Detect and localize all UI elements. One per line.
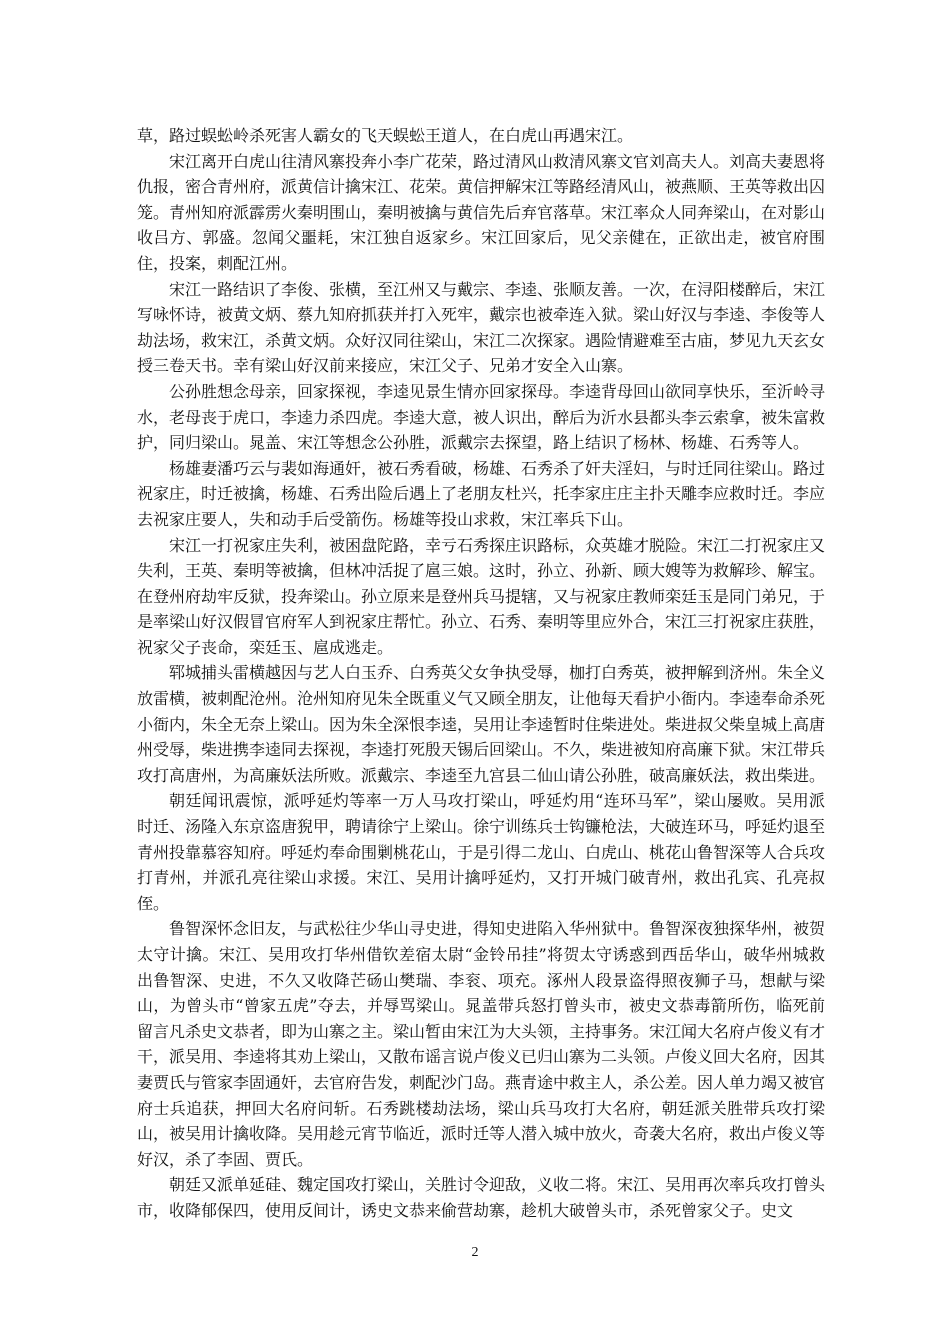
paragraph: 宋江离开白虎山往清风寨投奔小李广花荣，路过清风山救清风寨文官刘高夫人。刘高夫妻恩将仇报，密合青州府，派黄信计擒宋江、花荣。黄信押解宋江等路经清风山，被燕顺、王英等救出囚笼。青州知府派霹雳火秦明围山，秦明被擒与黄信先后弃官落草。宋江率众人同奔梁山，在对影山收吕方、郭盛。忽闻父噩耗，宋江独自返家乡。宋江回家后，见父亲健在，正欲出走，被官府围住，投案，刺配江州。 [137, 151, 826, 273]
paragraph: 鲁智深怀念旧友，与武松往少华山寻史进，得知史进陷入华州狱中。鲁智深夜独探华州，被贺太守计擒。宋江、吴用攻打华州借钦差宿太尉“金铃吊挂”将贺太守诱惑到西岳华山，破华州城救出鲁智深、史进，不久又收降芒砀山樊瑞、李衮、项充。涿州人段景盗得照夜狮子马，想献与梁山，为曾头市“曾家五虎”夺去，并辱骂梁山。晁盖带兵怒打曾头市，被史文恭毒箭所伤，临死前留言凡杀史文恭者，即为山寨之主。梁山暂由宋江为大头领，主持事务。宋江闻大名府卢俊义有才干，派吴用、李逵将其劝上梁山，又散布谣言说卢俊义已归山寨为二头领。卢俊义回大名府，因其妻贾氏与管家李固通奸，去官府告发，刺配沙门岛。燕青途中救主人，杀公差。因人单力竭又被官府士兵追获，押回大名府问斩。石秀跳楼劫法场，梁山兵马攻打大名府，朝廷派关胜带兵攻打梁山，被吴用计擒收降。吴用趁元宵节临近，派时迁等人潜入城中放火，奇袭大名府，救出卢俊义等好汉，杀了李固、贾氏。 [137, 919, 826, 1169]
paragraph: 公孙胜想念母亲，回家探视，李逵见景生情亦回家探母。李逵背母回山欲同享快乐，至沂岭寻水，老母丧于虎口，李逵力杀四虎。李逵大意，被人识出，醉后为沂水县都头李云索拿，被朱富救护，同归梁山。晁盖、宋江等想念公孙胜，派戴宗去探望，路上结识了杨林、杨雄、石秀等人。 [137, 381, 826, 453]
body-text [137, 123, 825, 1224]
paragraph: 宋江一路结识了李俊、张横，至江州又与戴宗、李逵、张顺友善。一次，在浔阳楼醉后，宋江写咏怀诗，被黄文炳、蔡九知府抓获并打入死牢，戴宗也被牵连入狱。梁山好汉与李逵、李俊等人劫法场，救宋江，杀黄文炳。众好汉同往梁山，宋江二次探家。遇险情避难至古庙，梦见九天玄女授三卷天书。幸有梁山好汉前来接应，宋江父子、兄弟才安全入山寨。 [137, 279, 826, 376]
paragraph: 郓城捕头雷横越因与艺人白玉乔、白秀英父女争执受辱，枷打白秀英，被押解到济州。朱全义放雷横，被刺配沧州。沧州知府见朱全既重义气又顾全朋友，让他每天看护小衙内。李逵奉命杀死小衙内，朱全无奈上梁山。因为朱全深恨李逵，吴用让李逵暂时住柴进处。柴进叔父柴皇城上高唐州受辱，柴进携李逵同去探视，李逵打死殷天锡后回梁山。不久，柴进被知府高廉下狱。宋江带兵攻打高唐州，为高廉妖法所败。派戴宗、李逵至九宫县二仙山请公孙胜，破高廉妖法，救出柴进。 [137, 663, 826, 785]
paragraph: 朝廷又派单延硅、魏定国攻打梁山，关胜讨令迎敌，义收二将。宋江、吴用再次率兵攻打曾头市，收降郁保四，使用反间计，诱史文恭来偷营劫寨，趁机大破曾头市，杀死曾家父子。史文 [137, 1175, 826, 1220]
paragraph: 宋江一打祝家庄失利，被困盘陀路，幸亏石秀探庄识路标，众英雄才脱险。宋江二打祝家庄又失利，王英、秦明等被擒，但林冲活捉了扈三娘。这时，孙立、孙新、顾大嫂等为救解珍、解宝。在登州府劫牢反狱，投奔梁山。孙立原来是登州兵马提辖，又与祝家庄教师栾廷玉是同门弟兄，于是率梁山好汉假冒官府军人到祝家庄帮忙。孙立、石秀、秦明等里应外合，宋江三打祝家庄获胜，祝家父子丧命，栾廷玉、扈成逃走。 [137, 535, 826, 657]
page-number: 2 [471, 1245, 479, 1260]
paragraph: 朝廷闻讯震惊，派呼延灼等率一万人马攻打梁山，呼延灼用“连环马军”，梁山屡败。吴用派时迁、汤隆入东京盗唐猊甲，聘请徐宁上梁山。徐宁训练兵士钩镰枪法，大破连环马，呼延灼退至青州投靠慕容知府。呼延灼奉命围剿桃花山，于是引得二龙山、白虎山、桃花山鲁智深等人合兵攻打青州，并派孔亮往梁山求援。宋江、吴用计擒呼延灼，又打开城门破青州，救出孔宾、孔亮叔侄。 [137, 791, 826, 913]
paragraph: 杨雄妻潘巧云与裴如海通奸，被石秀看破，杨雄、石秀杀了奸夫淫妇，与时迁同往梁山。路过祝家庄，时迁被擒，杨雄、石秀出险后遇上了老朋友杜兴，托李家庄庄主扑天雕李应救时迁。李应去祝家庄要人，失和动手后受箭伤。杨雄等投山求救，宋江率兵下山。 [137, 458, 826, 529]
paragraph: 草，路过蜈蚣岭杀死害人霸女的飞天蜈蚣王道人，在白虎山再遇宋江。 [137, 126, 634, 145]
